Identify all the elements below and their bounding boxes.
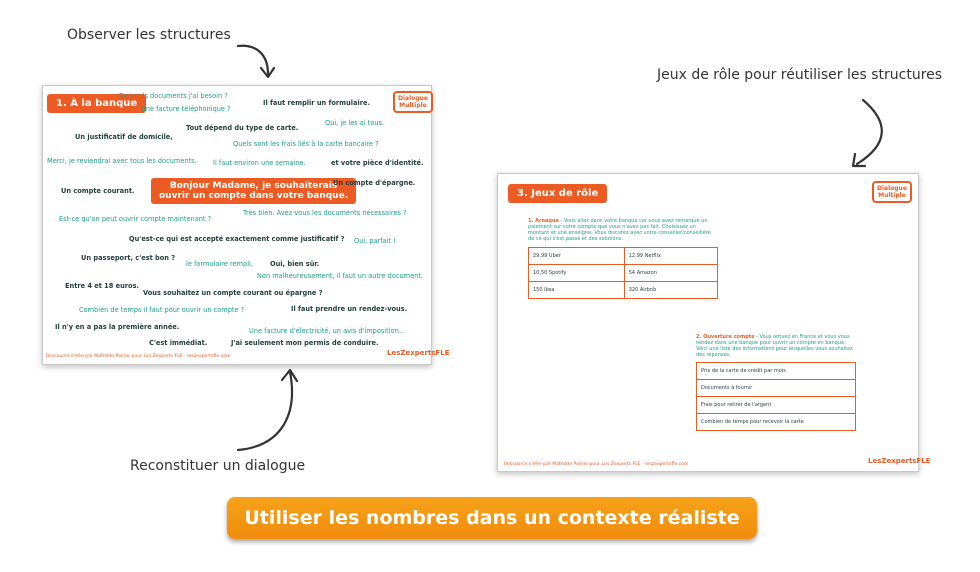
table-cell: Combien de temps pour recevoir la carte (697, 414, 856, 431)
arrow-down-icon (230, 40, 280, 82)
card1-footer-logo: LesZexpertsFLE (387, 349, 450, 357)
table-cell: Frais pour retirer de l'argent (697, 397, 856, 414)
table-cell: 10,50 Spotify (529, 265, 625, 282)
phrase: Il faut environ une semaine. (213, 159, 306, 167)
table-row (697, 397, 856, 414)
phrase: et votre pièce d'identité. (331, 159, 424, 167)
caption-observe: Observer les structures (67, 27, 231, 43)
phrase: Un passeport, c'est bon ? (81, 254, 176, 262)
table-cell: Documents à fournir (697, 380, 856, 397)
phrase: Oui, je les ai tous. (325, 119, 385, 127)
caption-reconstruct: Reconstituer un dialogue (130, 458, 306, 474)
phrase: Un compte courant. (61, 187, 135, 195)
phrase: Entre 4 et 18 euros. (65, 282, 140, 290)
phrase: J'ai seulement mon permis de conduire. (231, 339, 379, 347)
phrase: Merci, je reviendrai avec tous les documents. (47, 157, 197, 165)
arrow-up-icon (232, 364, 302, 456)
logo-line: Dialogue (877, 185, 907, 192)
table-cell: 320 Airbnb (624, 282, 717, 299)
table-row (529, 265, 718, 282)
table-cell: Prix de la carte de crédit par mois (697, 363, 856, 380)
table-cell: 150 Ikea (529, 282, 625, 299)
task-label: 2. Ouverture compte (696, 334, 755, 340)
table-row (697, 363, 856, 380)
task-arnaque (528, 218, 718, 242)
phrase: Très bien. Avez-vous les documents nécessaires ? (243, 209, 407, 217)
phrase: le formulaire rempli, (186, 260, 253, 268)
logo-line: Dialogue (398, 95, 428, 102)
card1-title: 1. À la banque (47, 94, 146, 113)
phrase: Quels sont les frais liés à la carte bancaire ? (233, 140, 379, 148)
phrase: Vous souhaitez un compte courant ou épargne ? (143, 289, 323, 297)
arrow-curve-icon (845, 94, 895, 170)
table-row (697, 414, 856, 431)
table-row (529, 282, 718, 299)
task-text: - Vous allez dans votre banque car vous avez remarqué un paiement sur votre compte que vous n'avez pas fait. Choisissez un montant et une enseigne. Vous discutez avec votre conseiller/conseillère de ce qui s'est passé et des solutions. (528, 218, 711, 242)
phrase: Il faut remplir un formulaire. (263, 99, 370, 107)
card2-title: 3. Jeux de rôle (508, 184, 607, 203)
card2-logo (872, 181, 912, 203)
task-label: 1. Arnaque (528, 218, 559, 224)
phrase: Tout dépend du type de carte. (186, 124, 299, 132)
task-text: - Vous arrivez en France et vous vous rendez dans une banque pour ouvrir un compte en banque. Voici une liste des informations pour lesquelles vous souhaitez des réponses. (696, 334, 853, 358)
phrase: Un compte d'épargne. (333, 179, 416, 187)
table-cell: 29,99 Uber (529, 248, 625, 265)
phrase: Il n'y en a pas la première année. (55, 323, 180, 331)
questions-table (696, 362, 856, 431)
card2-footer-credit: Ressource créée par Mathilde Poirier pour Les Zexperts FLE - leszexpertsfle.com (504, 462, 689, 467)
task-ouverture-compte (696, 334, 856, 358)
table-row (529, 248, 718, 265)
phrase: Il faut prendre un rendez-vous. (291, 305, 408, 313)
logo-line: Multiple (399, 102, 427, 109)
phrase: Non malheureusement, il faut un autre document. (257, 272, 424, 280)
table-cell: 54 Amazon (624, 265, 717, 282)
bubble-line: ouvrir un compte dans votre banque. (159, 191, 349, 201)
card1-footer-credit: Ressource créée par Mathilde Poirier pour Les Zexperts FLE - leszexpertsfle.com (46, 354, 231, 359)
phrase: Oui, bien sûr. (270, 260, 320, 268)
dialogue-opening-bubble (151, 178, 356, 204)
worksheet-bank-dialogue (42, 85, 450, 365)
phrase: Une facture téléphonique ? (141, 105, 231, 113)
table-cell: 12,99 Netflix (624, 248, 717, 265)
headline-banner: Utiliser les nombres dans un contexte réaliste (227, 497, 757, 539)
worksheet-role-play (497, 173, 931, 472)
phrase: De quels documents j'ai besoin ? (119, 92, 228, 100)
caption-roleplay: Jeux de rôle pour réutiliser les structures (657, 67, 943, 83)
card2-footer-logo: LesZexpertsFLE (868, 457, 931, 465)
amounts-table (528, 247, 718, 299)
phrase: Combien de temps il faut pour ouvrir un compte ? (79, 306, 245, 314)
phrase: Oui, parfait ! (354, 237, 396, 245)
phrase: Est-ce qu'on peut ouvrir compte maintenant ? (59, 215, 212, 223)
phrase: C'est immédiat. (149, 339, 208, 347)
phrase: Une facture d'électricité, un avis d'imposition... (249, 327, 406, 335)
phrase: Un justificatif de domicile, (75, 133, 173, 141)
phrase: Qu'est-ce qui est accepté exactement comme justificatif ? (129, 235, 345, 243)
card1-logo (393, 91, 433, 113)
table-row (697, 380, 856, 397)
logo-line: Multiple (878, 192, 906, 199)
bubble-line: Bonjour Madame, je souhaiterais (169, 181, 338, 191)
